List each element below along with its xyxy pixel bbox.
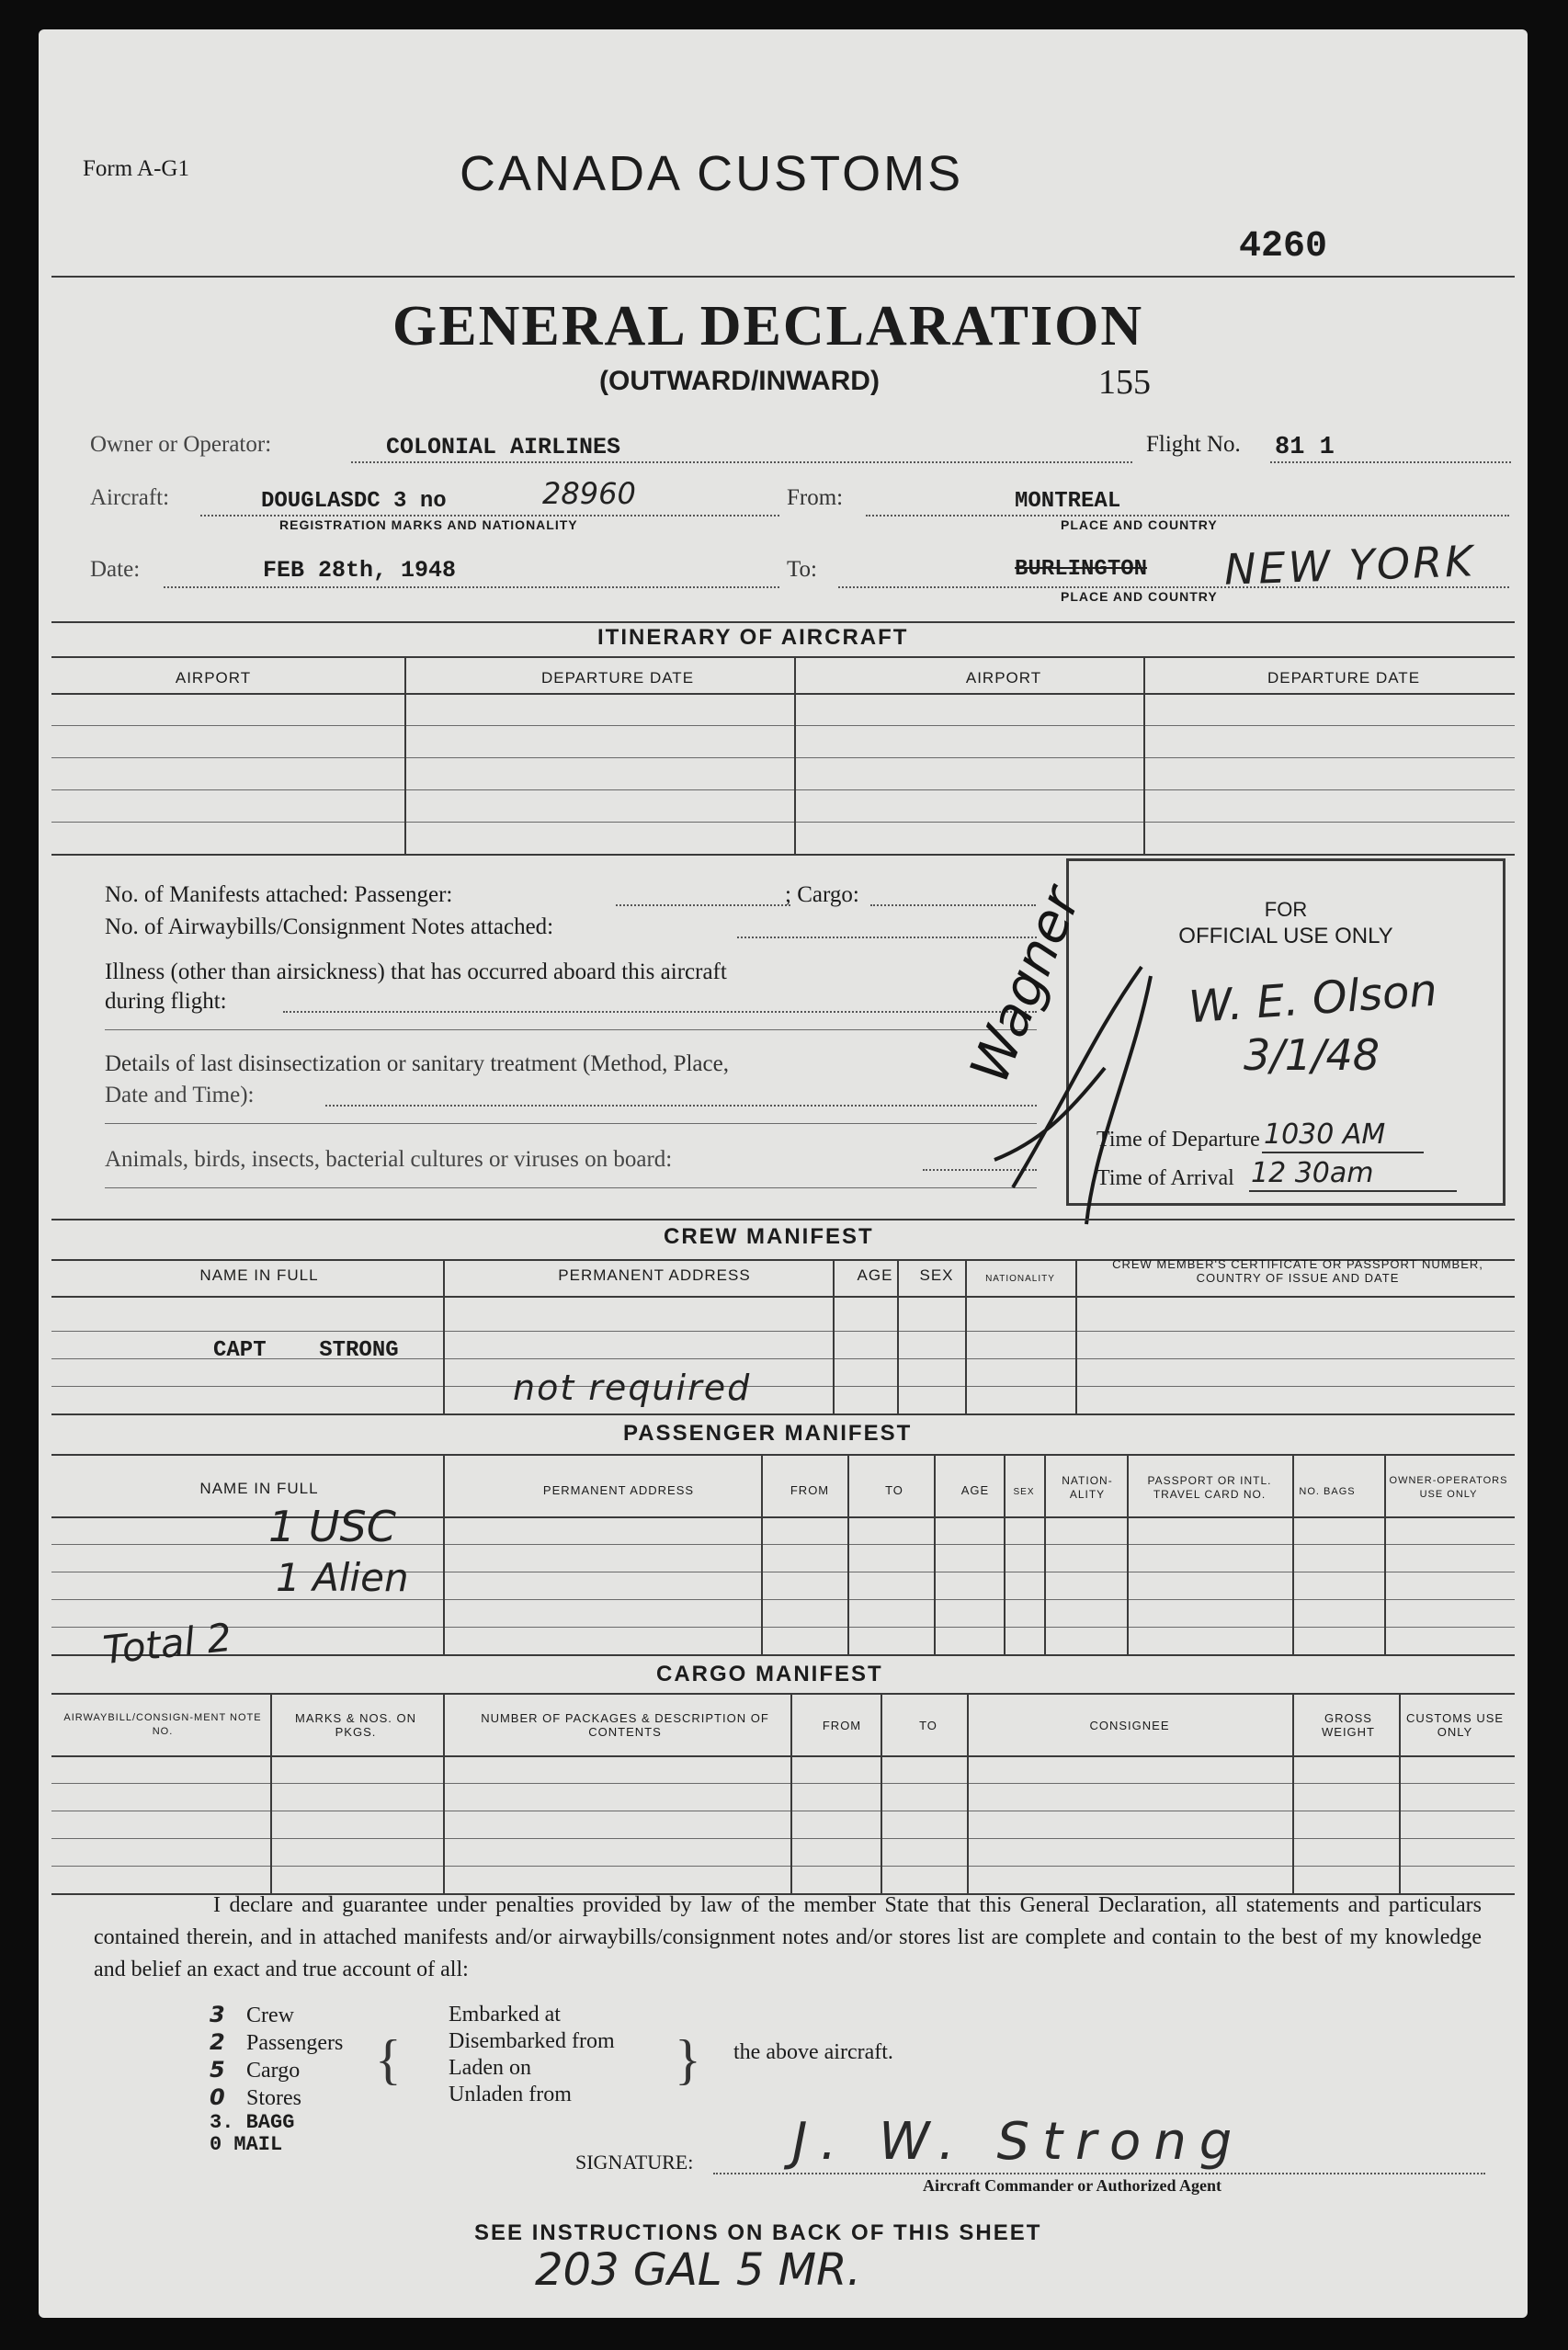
passenger-col-from: FROM [790,1483,830,1497]
crew-col-certificate: CREW MEMBER'S CERTIFICATE OR PASSPORT NUMBER, COUNTRY OF ISSUE AND DATE [1112,1257,1483,1285]
cargo-heading: CARGO MANIFEST [656,1662,883,1686]
declaration-form [39,29,1528,2318]
arrival-time-value: 12 30am [1251,1157,1374,1189]
crew-row-line [51,1386,1515,1387]
signature-line [713,2173,1485,2174]
aircraft-label: Aircraft: [90,485,170,510]
crew-top-rule [51,1219,1515,1220]
footer-instructions: SEE INSTRUCTIONS ON BACK OF THIS SHEET [474,2220,1042,2245]
commander-signature: J. W. Strong [792,2112,1245,2172]
crew-divider [443,1259,445,1413]
agency-title: CANADA CUSTOMS [460,146,964,201]
from-line [866,515,1509,517]
passenger-divider [1004,1454,1006,1654]
crew-divider [965,1259,967,1413]
count-passengers-number: 2 [210,2029,225,2055]
cargo-col-customs: CUSTOMS USE ONLY [1405,1711,1505,1739]
signature-caption: Aircraft Commander or Authorized Agent [923,2176,1221,2195]
cargo-manifest-line [870,904,1036,906]
crew-divider [1075,1259,1077,1413]
crew-col-sex: SEX [919,1266,954,1284]
cargo-col-from: FROM [822,1719,862,1732]
crew-col-address: PERMANENT ADDRESS [558,1266,751,1284]
crew-rule [51,1413,1515,1415]
passenger-divider [1292,1454,1294,1654]
arrival-time-label: Time of Arrival [1096,1166,1234,1190]
itinerary-row-line [51,725,1515,726]
passenger-total: Total 2 [100,1614,234,1674]
count-cargo-label: Cargo [246,2059,301,2083]
crew-entry-name: CAPT STRONG [213,1338,399,1363]
aircraft-handwritten: 28960 [542,476,636,511]
crew-divider [897,1259,899,1413]
date-line [164,586,779,588]
crew-col-age: AGE [857,1266,893,1284]
direction-label: (OUTWARD/INWARD) [599,366,880,396]
departure-time-label: Time of Departure [1096,1128,1260,1152]
passenger-divider [761,1454,763,1654]
cargo-divider [1399,1693,1401,1893]
disinsect-line [325,1105,1037,1107]
passenger-row-line [51,1627,1515,1628]
declaration-statement: I declare and guarantee under penalties provided by law of the member State that this General Declaration, all statements and particulars contained therein, and in attached manifests and/or airwaybills/consignment notes and/or stores list are complete and contain to the best of my knowledge and belief an exact and true account of all: [94,1893,1482,1981]
passenger-col-passport: PASSPORT OR INTL. TRAVEL CARD NO. [1147,1474,1272,1501]
cargo-label: ; Cargo: [785,882,859,907]
itinerary-rule [51,854,1515,856]
itinerary-rule [51,693,1515,695]
official-use-label: OFFICIAL USE ONLY [1178,924,1393,948]
from-caption: PLACE AND COUNTRY [1061,517,1218,532]
to-handwritten: NEW YORK [1223,536,1477,595]
cargo-col-packages: NUMBER OF PACKAGES & DESCRIPTION OF CONTENTS [481,1711,769,1739]
movement-list [449,2002,615,2108]
count-crew-label: Crew [246,2004,294,2027]
illness-label-2: during flight: [105,989,227,1014]
count-crew-number: 3 [210,2002,225,2027]
passenger-divider [934,1454,936,1654]
cargo-divider [1292,1693,1294,1893]
flight-label: Flight No. [1146,432,1241,457]
itinerary-rule [51,656,1515,658]
crew-entry-note: not required [513,1368,752,1408]
passenger-divider [1127,1454,1129,1654]
crew-rule [51,1296,1515,1298]
signature-label: SIGNATURE: [575,2151,694,2174]
movement-laden: Laden on [449,2056,531,2080]
cargo-divider [790,1693,792,1893]
departure-time-value: 1030 AM [1264,1118,1386,1151]
form-number: Form A-G1 [83,156,189,181]
passenger-heading: PASSENGER MANIFEST [623,1421,913,1446]
counts-list [210,2002,343,2156]
passenger-divider [847,1454,849,1654]
disinsect-label: Details of last disinsectization or sanitary treatment (Method, Place, [105,1051,729,1076]
passenger-divider [443,1454,445,1654]
passenger-manifest-line [616,904,790,906]
passenger-col-age: AGE [960,1483,990,1497]
itinerary-row-line [51,789,1515,790]
passenger-col-owner: OWNER-OPERATORS USE ONLY [1389,1475,1508,1500]
flight-line [1270,461,1511,463]
count-cargo-number: 5 [210,2057,225,2083]
itinerary-heading: ITINERARY OF AIRCRAFT [597,625,909,650]
movement-unladen: Unladen from [449,2083,572,2106]
declaration-number: 155 [1098,363,1151,402]
passenger-col-address: PERMANENT ADDRESS [542,1483,695,1497]
animals-extra-line [105,1187,1037,1188]
stamp-signature: Wagner [958,878,1093,1092]
passenger-col-to: TO [885,1483,903,1497]
itinerary-divider [404,656,406,854]
itinerary-top-rule [51,621,1515,623]
cargo-col-airwaybill: AIRWAYBILL/CONSIGN-MENT NOTE NO. [63,1712,262,1737]
illness-extra-line [105,1029,1037,1030]
itinerary-col-airport-2: AIRPORT [965,669,1042,687]
form-title: GENERAL DECLARATION [392,295,1144,358]
passenger-entry-2: 1 Alien [276,1555,409,1600]
count-row-crew [210,2002,343,2029]
count-row-passengers [210,2029,343,2057]
animals-label: Animals, birds, insects, bacterial cultures or viruses on board: [105,1147,673,1172]
stamp-scribble-icon [958,958,1197,1233]
itinerary-col-date-2: DEPARTURE DATE [1267,669,1421,687]
date-value: FEB 28th, 1948 [263,557,457,584]
itinerary-divider [794,656,796,854]
aircraft-caption: REGISTRATION MARKS AND NATIONALITY [279,517,578,532]
passenger-col-name: NAME IN FULL [199,1480,319,1497]
cargo-divider [881,1693,882,1893]
disinsect-extra-line [105,1123,1037,1124]
count-row-stores [210,2084,343,2112]
owner-label: Owner or Operator: [90,432,272,457]
footer-handwritten: 203 GAL 5 MR. [535,2244,861,2296]
from-label: From: [787,485,844,510]
crew-row-line [51,1331,1515,1332]
extra-count-mail: 0 MAIL [210,2133,283,2156]
crew-col-nationality: NATIONALITY [985,1274,1055,1284]
passenger-row-line [51,1599,1515,1600]
passenger-rule [51,1454,1515,1456]
airwaybills-line [737,937,1037,938]
to-caption: PLACE AND COUNTRY [1061,589,1218,604]
official-date: 3/1/48 [1244,1030,1381,1080]
passenger-entry-1: 1 USC [268,1502,396,1551]
passenger-divider [1384,1454,1386,1654]
itinerary-col-date-1: DEPARTURE DATE [540,669,695,687]
cargo-col-weight: GROSS WEIGHT [1322,1711,1375,1739]
cargo-divider [270,1693,272,1893]
movement-disembarked: Disembarked from [449,2029,615,2053]
itinerary-col-airport-1: AIRPORT [175,669,252,687]
owner-value: COLONIAL AIRLINES [386,434,621,460]
to-value-struck: BURLINGTON [1015,557,1148,582]
cargo-col-marks: MARKS & NOS. ON PKGS. [294,1711,417,1739]
to-label: To: [787,557,817,582]
serial-number: 4260 [1239,226,1328,267]
official-for-label: FOR [1264,898,1308,921]
crew-col-name: NAME IN FULL [199,1266,319,1284]
count-passengers-label: Passengers [246,2031,344,2055]
illness-label: Illness (other than airsickness) that has occurred aboard this aircraft [105,959,727,984]
passenger-col-bags: NO. BAGS [1299,1486,1356,1497]
from-value: MONTREAL [1015,489,1121,514]
departure-line [1262,1152,1424,1153]
passenger-col-sex: SEX [1013,1487,1035,1497]
arrival-line [1249,1190,1457,1192]
cargo-divider [967,1693,969,1893]
manifests-label: No. of Manifests attached: Passenger: [105,882,453,907]
movement-embarked: Embarked at [449,2003,561,2026]
extra-count-bagg: 3. BAGG [210,2111,295,2134]
count-stores-number: 0 [210,2084,225,2110]
header-rule [51,276,1515,278]
airwaybills-label: No. of Airwaybills/Consignment Notes attached: [105,914,554,939]
aircraft-line [200,515,779,517]
itinerary-row-line [51,822,1515,823]
passenger-divider [1044,1454,1046,1654]
itinerary-divider [1143,656,1145,854]
date-label: Date: [90,557,141,582]
count-stores-label: Stores [246,2086,301,2110]
cargo-col-to: TO [919,1719,937,1732]
right-brace: } [675,2029,701,2090]
disinsect-label-2: Date and Time): [105,1083,255,1107]
crew-heading: CREW MANIFEST [664,1224,874,1249]
left-brace: { [375,2029,402,2090]
passenger-rule [51,1654,1515,1656]
official-signature: W. E. Olson [1187,964,1439,1034]
crew-divider [833,1259,835,1413]
aircraft-value: DOUGLASDC 3 no [261,489,447,514]
cargo-col-consignee: CONSIGNEE [1089,1719,1170,1732]
count-row-cargo [210,2057,343,2084]
passenger-col-nationality: NATION-ALITY [1062,1474,1113,1501]
itinerary-row-line [51,757,1515,758]
owner-line [351,461,1132,463]
cargo-divider [443,1693,445,1893]
illness-line [283,1011,1037,1013]
movement-suffix: the above aircraft. [733,2040,893,2064]
flight-value: 81 1 [1275,434,1335,461]
